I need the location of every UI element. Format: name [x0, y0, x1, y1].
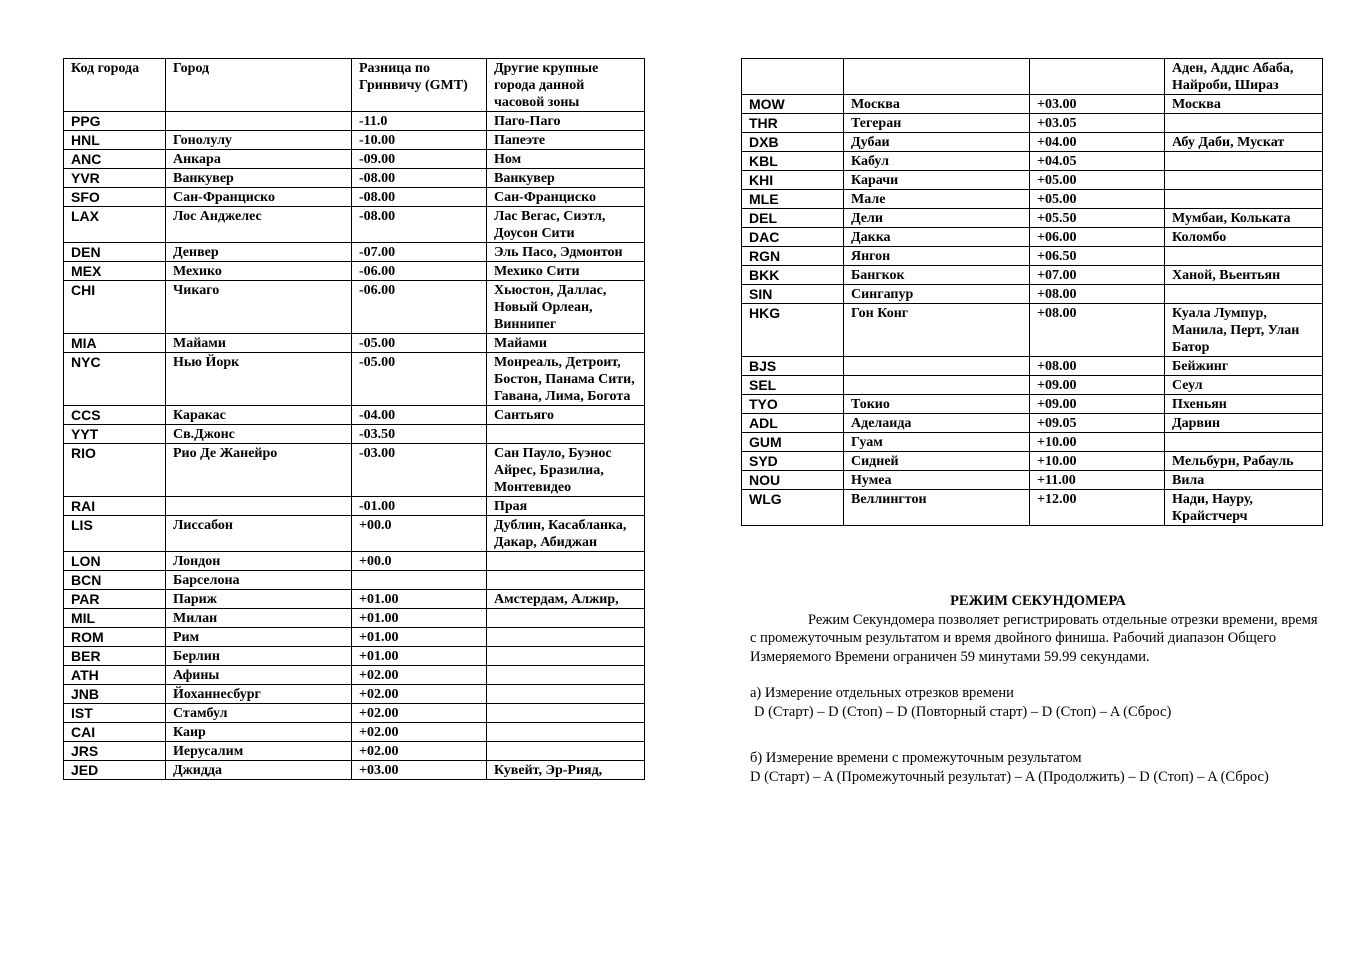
- table-row: [64, 590, 645, 609]
- city-code-cell: YVR: [64, 169, 166, 188]
- city-code-cell: YYT: [64, 425, 166, 444]
- gmt-offset-cell: -10.00: [352, 131, 487, 150]
- city-code-cell: HKG: [742, 304, 844, 357]
- table-row: [64, 406, 645, 425]
- other-cities-cell: Москва: [1165, 95, 1323, 114]
- gmt-offset-cell: +11.00: [1030, 471, 1165, 490]
- city-code-cell: LON: [64, 552, 166, 571]
- gmt-offset-cell: +00.0: [352, 516, 487, 552]
- city-code-cell: KBL: [742, 152, 844, 171]
- other-cities-cell: Папеэте: [487, 131, 645, 150]
- table-row: [64, 281, 645, 334]
- gmt-offset-cell: -07.00: [352, 243, 487, 262]
- mode-b-heading: б) Измерение времени с промежуточным результатом: [750, 750, 1082, 766]
- city-name-cell: Майами: [166, 334, 352, 353]
- city-name-cell: Дакка: [844, 228, 1030, 247]
- table-row: [742, 171, 1323, 190]
- other-cities-cell: Прая: [487, 497, 645, 516]
- city-name-cell: Гонолулу: [166, 131, 352, 150]
- other-cities-cell: Вила: [1165, 471, 1323, 490]
- city-code-cell: ADL: [742, 414, 844, 433]
- city-code-cell: MIL: [64, 609, 166, 628]
- city-name-cell: Иерусалим: [166, 742, 352, 761]
- gmt-offset-cell: +09.00: [1030, 376, 1165, 395]
- gmt-offset-cell: -05.00: [352, 334, 487, 353]
- city-code-cell: CAI: [64, 723, 166, 742]
- gmt-offset-cell: +09.05: [1030, 414, 1165, 433]
- city-name-cell: Нью Йорк: [166, 353, 352, 406]
- gmt-offset-cell: +08.00: [1030, 285, 1165, 304]
- other-cities-cell: [487, 609, 645, 628]
- gmt-offset-cell: +05.00: [1030, 171, 1165, 190]
- other-cities-cell: Хьюстон, Даллас, Новый Орлеан, Виннипег: [487, 281, 645, 334]
- gmt-offset-cell: +02.00: [352, 704, 487, 723]
- other-cities-cell: [487, 571, 645, 590]
- other-cities-cell: [487, 666, 645, 685]
- column-header: Разница по Гринвичу (GMT): [352, 59, 487, 112]
- city-code-cell: ATH: [64, 666, 166, 685]
- gmt-offset-cell: +10.00: [1030, 452, 1165, 471]
- gmt-offset-cell: -03.00: [352, 444, 487, 497]
- city-name-cell: Гуам: [844, 433, 1030, 452]
- city-name-cell: Карачи: [844, 171, 1030, 190]
- city-code-cell: BER: [64, 647, 166, 666]
- city-name-cell: Барселона: [166, 571, 352, 590]
- gmt-offset-cell: -09.00: [352, 150, 487, 169]
- city-name-cell: Чикаго: [166, 281, 352, 334]
- city-code-cell: THR: [742, 114, 844, 133]
- mode-a-heading: а) Измерение отдельных отрезков времени: [750, 685, 1014, 701]
- city-code-cell: MLE: [742, 190, 844, 209]
- city-name-cell: Мале: [844, 190, 1030, 209]
- city-name-cell: Москва: [844, 95, 1030, 114]
- column-header: [844, 59, 1030, 95]
- gmt-offset-cell: +02.00: [352, 666, 487, 685]
- other-cities-cell: Коломбо: [1165, 228, 1323, 247]
- other-cities-cell: Мельбурн, Рабауль: [1165, 452, 1323, 471]
- table-row: [742, 228, 1323, 247]
- table-row: [64, 262, 645, 281]
- other-cities-cell: [1165, 433, 1323, 452]
- gmt-offset-cell: +03.00: [1030, 95, 1165, 114]
- gmt-offset-cell: +02.00: [352, 742, 487, 761]
- other-cities-cell: [487, 685, 645, 704]
- table-row: [64, 666, 645, 685]
- other-cities-cell: [487, 628, 645, 647]
- table-row: [742, 304, 1323, 357]
- column-header: [742, 59, 844, 95]
- other-cities-cell: Эль Пасо, Эдмонтон: [487, 243, 645, 262]
- city-code-cell: SEL: [742, 376, 844, 395]
- table-row: [64, 552, 645, 571]
- other-cities-cell: Сан-Франциско: [487, 188, 645, 207]
- table-row: [742, 247, 1323, 266]
- left-timezone-table: [63, 58, 645, 780]
- city-name-cell: Дубаи: [844, 133, 1030, 152]
- mode-a-sequence: D (Старт) – D (Стоп) – D (Повторный старт) – D (Стоп) – A (Сброс): [754, 703, 1172, 720]
- other-cities-cell: Ханой, Вьентьян: [1165, 266, 1323, 285]
- city-code-cell: BCN: [64, 571, 166, 590]
- city-name-cell: Нумеа: [844, 471, 1030, 490]
- city-code-cell: MOW: [742, 95, 844, 114]
- gmt-offset-cell: -04.00: [352, 406, 487, 425]
- column-header: Другие крупные города данной часовой зоны: [487, 59, 645, 112]
- gmt-offset-cell: +03.00: [352, 761, 487, 780]
- city-code-cell: HNL: [64, 131, 166, 150]
- table-row: [64, 207, 645, 243]
- other-cities-cell: Паго-Паго: [487, 112, 645, 131]
- table-row: [742, 376, 1323, 395]
- city-code-cell: TYO: [742, 395, 844, 414]
- city-name-cell: Анкара: [166, 150, 352, 169]
- city-name-cell: Джидда: [166, 761, 352, 780]
- other-cities-cell: Лас Вегас, Сиэтл, Доусон Сити: [487, 207, 645, 243]
- city-code-cell: RGN: [742, 247, 844, 266]
- city-name-cell: Лиссабон: [166, 516, 352, 552]
- city-code-cell: SFO: [64, 188, 166, 207]
- city-name-cell: Каракас: [166, 406, 352, 425]
- table-row: [64, 169, 645, 188]
- city-name-cell: [166, 112, 352, 131]
- table-header-row: [64, 59, 645, 112]
- city-name-cell: Йоханнесбург: [166, 685, 352, 704]
- other-cities-cell: Дублин, Касабланка, Дакар, Абиджан: [487, 516, 645, 552]
- city-name-cell: Мехико: [166, 262, 352, 281]
- other-cities-cell: [487, 723, 645, 742]
- city-code-cell: GUM: [742, 433, 844, 452]
- city-name-cell: Афины: [166, 666, 352, 685]
- gmt-offset-cell: +01.00: [352, 628, 487, 647]
- other-cities-cell: Мумбаи, Кольката: [1165, 209, 1323, 228]
- city-code-cell: DXB: [742, 133, 844, 152]
- table-row: [742, 95, 1323, 114]
- table-row: [64, 723, 645, 742]
- city-name-cell: Рио Де Жанейро: [166, 444, 352, 497]
- city-name-cell: Каир: [166, 723, 352, 742]
- table-row: [64, 188, 645, 207]
- city-code-cell: WLG: [742, 490, 844, 526]
- gmt-offset-cell: -06.00: [352, 262, 487, 281]
- city-name-cell: [166, 497, 352, 516]
- city-code-cell: JED: [64, 761, 166, 780]
- gmt-offset-cell: +05.50: [1030, 209, 1165, 228]
- gmt-offset-cell: +12.00: [1030, 490, 1165, 526]
- table-row: [742, 285, 1323, 304]
- mode-b-sequence: D (Старт) – A (Промежуточный результат) – A (Продолжить) – D (Стоп) – A (Сброс): [750, 768, 1269, 785]
- gmt-offset-cell: +08.00: [1030, 304, 1165, 357]
- city-name-cell: Берлин: [166, 647, 352, 666]
- table-row: [742, 357, 1323, 376]
- other-cities-cell: [1165, 190, 1323, 209]
- table-row: [742, 209, 1323, 228]
- city-name-cell: Ванкувер: [166, 169, 352, 188]
- other-cities-cell: Сан Пауло, Буэнос Айрес, Бразилиа, Монтевидео: [487, 444, 645, 497]
- gmt-offset-cell: -01.00: [352, 497, 487, 516]
- table-row: [742, 266, 1323, 285]
- city-code-cell: SIN: [742, 285, 844, 304]
- city-name-cell: [844, 376, 1030, 395]
- other-cities-cell: Ванкувер: [487, 169, 645, 188]
- city-name-cell: Кабул: [844, 152, 1030, 171]
- city-code-cell: JNB: [64, 685, 166, 704]
- other-cities-cell: Дарвин: [1165, 414, 1323, 433]
- section-title: РЕЖИМ СЕКУНДОМЕРА: [950, 593, 1126, 609]
- gmt-offset-cell: -03.50: [352, 425, 487, 444]
- city-code-cell: SYD: [742, 452, 844, 471]
- column-header: Аден, Аддис Абаба, Найроби, Шираз: [1165, 59, 1323, 95]
- city-name-cell: Сан-Франциско: [166, 188, 352, 207]
- city-code-cell: RAI: [64, 497, 166, 516]
- stopwatch-section: [750, 592, 1322, 786]
- table-row: [742, 395, 1323, 414]
- city-name-cell: Св.Джонс: [166, 425, 352, 444]
- city-code-cell: BKK: [742, 266, 844, 285]
- other-cities-cell: Мехико Сити: [487, 262, 645, 281]
- city-code-cell: CHI: [64, 281, 166, 334]
- other-cities-cell: Сантьяго: [487, 406, 645, 425]
- table-row: [64, 609, 645, 628]
- city-code-cell: IST: [64, 704, 166, 723]
- other-cities-cell: [1165, 152, 1323, 171]
- table-row: [64, 628, 645, 647]
- city-name-cell: [844, 357, 1030, 376]
- other-cities-cell: Пхеньян: [1165, 395, 1323, 414]
- other-cities-cell: [487, 704, 645, 723]
- city-code-cell: NYC: [64, 353, 166, 406]
- table-row: [64, 112, 645, 131]
- city-code-cell: LAX: [64, 207, 166, 243]
- column-header: Город: [166, 59, 352, 112]
- other-cities-cell: Майами: [487, 334, 645, 353]
- table-row: [64, 685, 645, 704]
- gmt-offset-cell: +01.00: [352, 647, 487, 666]
- other-cities-cell: Бейжинг: [1165, 357, 1323, 376]
- table-row: [742, 133, 1323, 152]
- city-name-cell: Милан: [166, 609, 352, 628]
- city-code-cell: CCS: [64, 406, 166, 425]
- gmt-offset-cell: +00.0: [352, 552, 487, 571]
- gmt-offset-cell: +09.00: [1030, 395, 1165, 414]
- city-name-cell: Сидней: [844, 452, 1030, 471]
- gmt-offset-cell: +02.00: [352, 685, 487, 704]
- column-header: [1030, 59, 1165, 95]
- table-row: [64, 444, 645, 497]
- other-cities-cell: Кувейт, Эр-Рияд,: [487, 761, 645, 780]
- table-row: [64, 742, 645, 761]
- gmt-offset-cell: -11.0: [352, 112, 487, 131]
- table-row: [64, 425, 645, 444]
- city-code-cell: DAC: [742, 228, 844, 247]
- table-row: [742, 433, 1323, 452]
- table-row: [64, 761, 645, 780]
- city-code-cell: DEN: [64, 243, 166, 262]
- table-row: [64, 353, 645, 406]
- other-cities-cell: Ном: [487, 150, 645, 169]
- table-row: [64, 497, 645, 516]
- city-code-cell: PAR: [64, 590, 166, 609]
- other-cities-cell: [1165, 114, 1323, 133]
- city-code-cell: PPG: [64, 112, 166, 131]
- gmt-offset-cell: +06.50: [1030, 247, 1165, 266]
- other-cities-cell: Монреаль, Детроит, Бостон, Панама Сити, Гавана, Лима, Богота: [487, 353, 645, 406]
- table-row: [64, 334, 645, 353]
- column-header: Код города: [64, 59, 166, 112]
- gmt-offset-cell: +01.00: [352, 609, 487, 628]
- gmt-offset-cell: +06.00: [1030, 228, 1165, 247]
- table-row: [64, 243, 645, 262]
- city-name-cell: Бангкок: [844, 266, 1030, 285]
- gmt-offset-cell: [352, 571, 487, 590]
- gmt-offset-cell: +04.05: [1030, 152, 1165, 171]
- city-name-cell: Дели: [844, 209, 1030, 228]
- city-code-cell: NOU: [742, 471, 844, 490]
- other-cities-cell: Куала Лумпур, Манила, Перт, Улан Батор: [1165, 304, 1323, 357]
- city-code-cell: RIO: [64, 444, 166, 497]
- right-timezone-table: [741, 58, 1323, 526]
- gmt-offset-cell: +04.00: [1030, 133, 1165, 152]
- table-row: [742, 152, 1323, 171]
- city-name-cell: Рим: [166, 628, 352, 647]
- table-row: [742, 452, 1323, 471]
- other-cities-cell: Амстердам, Алжир,: [487, 590, 645, 609]
- gmt-offset-cell: -08.00: [352, 207, 487, 243]
- city-name-cell: Денвер: [166, 243, 352, 262]
- city-name-cell: Тегеран: [844, 114, 1030, 133]
- city-code-cell: MIA: [64, 334, 166, 353]
- table-row: [742, 114, 1323, 133]
- city-name-cell: Аделаида: [844, 414, 1030, 433]
- other-cities-cell: [487, 647, 645, 666]
- other-cities-cell: [487, 425, 645, 444]
- table-row: [742, 190, 1323, 209]
- table-row: [64, 704, 645, 723]
- city-name-cell: Лондон: [166, 552, 352, 571]
- intro-paragraph: Режим Секундомера позволяет регистрировать отдельные отрезки времени, время с промежуточным результатом и время двойного финиша. Рабочий диапазон Общего Измеряемого Времени ограничен 59 минутами 59.99 секундами.: [750, 611, 1318, 665]
- city-code-cell: MEX: [64, 262, 166, 281]
- gmt-offset-cell: -08.00: [352, 169, 487, 188]
- table-row: [64, 131, 645, 150]
- other-cities-cell: Абу Даби, Мускат: [1165, 133, 1323, 152]
- gmt-offset-cell: -06.00: [352, 281, 487, 334]
- other-cities-cell: [1165, 285, 1323, 304]
- gmt-offset-cell: +01.00: [352, 590, 487, 609]
- city-name-cell: Сингапур: [844, 285, 1030, 304]
- city-code-cell: BJS: [742, 357, 844, 376]
- city-code-cell: ANC: [64, 150, 166, 169]
- table-row: [742, 414, 1323, 433]
- city-name-cell: Стамбул: [166, 704, 352, 723]
- other-cities-cell: [487, 742, 645, 761]
- gmt-offset-cell: +02.00: [352, 723, 487, 742]
- city-name-cell: Янгон: [844, 247, 1030, 266]
- other-cities-cell: [1165, 171, 1323, 190]
- other-cities-cell: [1165, 247, 1323, 266]
- city-code-cell: LIS: [64, 516, 166, 552]
- city-name-cell: Париж: [166, 590, 352, 609]
- table-row: [64, 150, 645, 169]
- gmt-offset-cell: +07.00: [1030, 266, 1165, 285]
- city-name-cell: Гон Конг: [844, 304, 1030, 357]
- table-header-row: [742, 59, 1323, 95]
- table-row: [64, 571, 645, 590]
- gmt-offset-cell: +08.00: [1030, 357, 1165, 376]
- table-row: [64, 516, 645, 552]
- city-code-cell: ROM: [64, 628, 166, 647]
- table-row: [64, 647, 645, 666]
- gmt-offset-cell: +05.00: [1030, 190, 1165, 209]
- table-row: [742, 490, 1323, 526]
- city-code-cell: KHI: [742, 171, 844, 190]
- city-name-cell: Веллингтон: [844, 490, 1030, 526]
- gmt-offset-cell: -08.00: [352, 188, 487, 207]
- table-row: [742, 471, 1323, 490]
- gmt-offset-cell: +10.00: [1030, 433, 1165, 452]
- city-code-cell: JRS: [64, 742, 166, 761]
- other-cities-cell: Сеул: [1165, 376, 1323, 395]
- gmt-offset-cell: -05.00: [352, 353, 487, 406]
- city-name-cell: Лос Анджелес: [166, 207, 352, 243]
- city-code-cell: DEL: [742, 209, 844, 228]
- other-cities-cell: [487, 552, 645, 571]
- other-cities-cell: Нади, Науру, Крайстчерч: [1165, 490, 1323, 526]
- city-name-cell: Токио: [844, 395, 1030, 414]
- gmt-offset-cell: +03.05: [1030, 114, 1165, 133]
